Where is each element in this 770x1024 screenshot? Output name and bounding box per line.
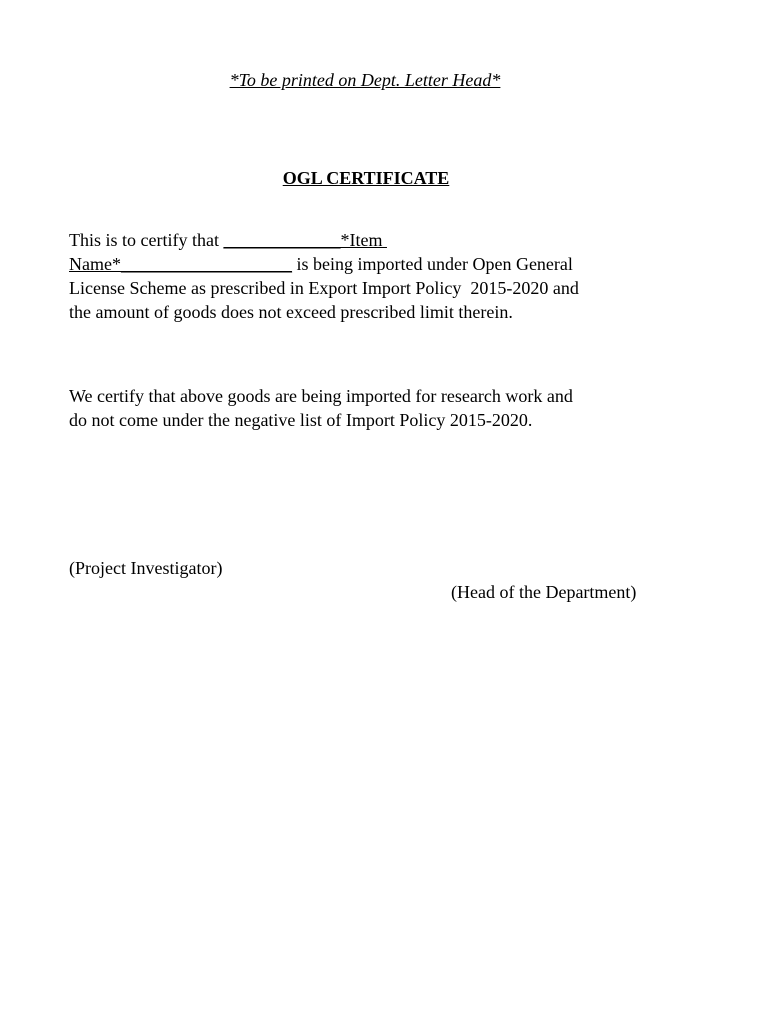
paragraph-line: We certify that above goods are being imported for research work and — [69, 386, 573, 406]
certificate-title: OGL CERTIFICATE — [282, 168, 450, 188]
paragraph-line — [69, 228, 669, 252]
paragraph-line: do not come under the negative list of Import Policy 2015-2020. — [69, 410, 533, 430]
certification-paragraph — [69, 228, 669, 324]
certify-text: This is to certify that — [69, 230, 224, 250]
letterhead-note: *To be printed on Dept. Letter Head* — [229, 70, 501, 90]
paragraph-line — [69, 252, 669, 276]
import-text: is being imported under Open General — [291, 254, 573, 274]
paragraph-line: the amount of goods does not exceed prescribed limit therein. — [69, 302, 513, 322]
item-name-blank: _____________*Item — [223, 230, 387, 250]
project-investigator-signature: (Project Investigator) — [69, 558, 223, 578]
paragraph-line: License Scheme as prescribed in Export Import Policy 2015-2020 and — [69, 278, 579, 298]
head-of-department-signature: (Head of the Department) — [451, 582, 637, 602]
research-paragraph — [69, 384, 669, 432]
item-name-blank-continued: Name*___________________ — [69, 254, 292, 274]
